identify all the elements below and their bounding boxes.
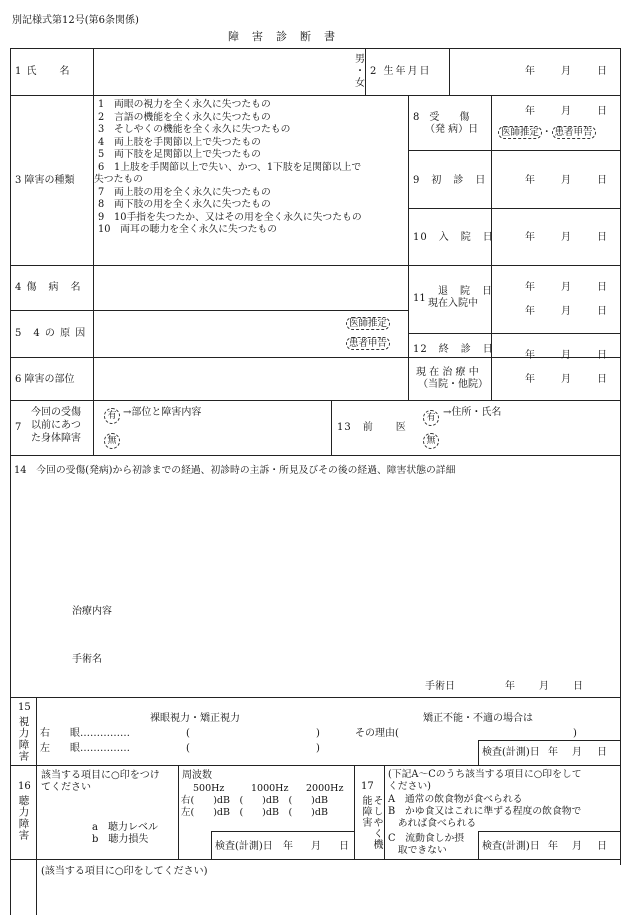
- mastication-exam-day: 日: [597, 841, 607, 852]
- currently-hospitalized-label[interactable]: 現在入院中: [428, 298, 478, 309]
- cause-label: 5 4 の 原 因: [15, 328, 87, 339]
- disability-item[interactable]: 8 両下肢の用を全く永久に失つたもの: [98, 199, 271, 210]
- sex-female[interactable]: 女: [355, 78, 365, 89]
- hz-500: 500Hz: [193, 783, 225, 794]
- treatment-label: 治療内容: [72, 606, 112, 617]
- prev-doctor-yes-option[interactable]: 有: [423, 410, 439, 426]
- vision-section-label: 視力障害: [17, 716, 30, 762]
- hearing-number: 16: [18, 781, 31, 792]
- current-month: 月: [561, 374, 571, 385]
- right-eye-row: 右 眼……………: [40, 728, 130, 739]
- correction-unfit-label: 矯正不能・不適の場合は: [423, 713, 533, 724]
- first-visit-year: 年: [525, 175, 535, 186]
- disability-item[interactable]: 6 1上肢を手関節以上で失い、かつ、1下肢を足関節以上で: [98, 161, 362, 173]
- hearing-left-row[interactable]: 左( )dB ( )dB ( )dB: [181, 807, 328, 818]
- current-treatment-sublabel[interactable]: （当院・他院）: [418, 379, 488, 390]
- hearing-exam-date-label: 検査(計測)日: [215, 841, 273, 852]
- left-eye-close: ): [316, 743, 320, 754]
- first-visit-day: 日: [597, 175, 607, 186]
- hospitalized-month: 月: [561, 306, 571, 317]
- surgery-label: 手術名: [72, 654, 102, 665]
- patient-report-option[interactable]: 患者申告: [552, 126, 596, 139]
- discharge-label: 退 院 日: [438, 286, 493, 297]
- mastication-exam-date-label: 検査(計測)日: [482, 841, 540, 852]
- hz-2000: 2000Hz: [306, 783, 344, 794]
- dob-month: 月: [561, 66, 571, 77]
- disability-item[interactable]: 9 10手指を失つたか、又はその用を全く永久に失つたもの: [98, 211, 362, 223]
- doctor-estimate-option[interactable]: 医師推定: [498, 126, 542, 139]
- left-eye-row: 左 眼……………: [40, 743, 130, 754]
- next-section-instruction: (該当する項目に○印をしてください): [41, 866, 208, 877]
- prior-disability-label: 今回の受傷 以前にあつ た身体障害: [31, 407, 81, 444]
- vision-number: 15: [18, 702, 31, 713]
- left-eye-open[interactable]: (: [186, 743, 190, 754]
- disability-site-label: 6 障害の部位: [15, 374, 75, 385]
- sex-separator: ・: [355, 66, 365, 77]
- mastication-option-a[interactable]: A 通常の飲食物が食べられる: [388, 794, 523, 805]
- current-year: 年: [525, 374, 535, 385]
- dob-day: 日: [597, 66, 607, 77]
- surgery-date-label: 手術日: [425, 681, 455, 692]
- cause-doctor-estimate[interactable]: 医師推定: [346, 318, 390, 329]
- unfit-reason-label: その理由(: [355, 728, 399, 739]
- surgery-month: 月: [539, 681, 549, 692]
- injury-date-sublabel: （発 病）日: [425, 124, 479, 135]
- hearing-loss-option[interactable]: b 聴力損失: [92, 834, 149, 845]
- injury-month: 月: [561, 106, 571, 117]
- hearing-instruction: 該当する項目に○印をつけ てください: [41, 770, 160, 793]
- unfit-reason-close: ): [573, 728, 577, 739]
- disability-type-list: [94, 99, 362, 237]
- mastication-number: 17: [361, 781, 374, 792]
- name-label: 1 氏 名: [15, 66, 71, 77]
- discharge-day: 日: [597, 282, 607, 293]
- admission-label: 10 入 院 日: [413, 232, 494, 243]
- current-treatment-label: 現 在 治 療 中: [416, 367, 479, 378]
- vision-exam-day: 日: [597, 747, 607, 758]
- mastication-exam-month: 月: [572, 841, 582, 852]
- end-month: 月: [561, 350, 571, 361]
- vision-exam-date-label: 検査(計測)日: [482, 747, 540, 758]
- hearing-right-row[interactable]: 右( )dB ( )dB ( )dB: [181, 795, 328, 806]
- end-year: 年: [525, 350, 535, 361]
- hospitalized-year: 年: [525, 306, 535, 317]
- hearing-section-label: 聴力障害: [17, 795, 30, 841]
- dob-year: 年: [525, 66, 535, 77]
- disability-item-continued: 失つたもの: [94, 174, 143, 185]
- prior-yes-option[interactable]: 有: [104, 408, 120, 424]
- right-eye-close: ): [316, 728, 320, 739]
- hearing-exam-year: 年: [283, 841, 293, 852]
- admission-month: 月: [561, 232, 571, 243]
- discharge-number: 11: [413, 293, 426, 304]
- first-visit-month: 月: [561, 175, 571, 186]
- end-date-label: 12 終 診 日: [413, 344, 494, 355]
- prev-doctor-detail-label: →住所・氏名: [443, 407, 502, 418]
- hz-1000: 1000Hz: [251, 783, 289, 794]
- hearing-level-option[interactable]: a 聴力レベル: [92, 822, 158, 833]
- disability-item[interactable]: 4 両上肢を手関節以上で失つたもの: [98, 136, 261, 148]
- page-title: 障 害 診 断 書: [228, 30, 336, 43]
- vision-header: 裸眼視力・矯正視力: [150, 713, 240, 724]
- injury-source-options: 医師推定 ・ 患者申告: [498, 127, 596, 138]
- hearing-exam-day: 日: [339, 841, 349, 852]
- disability-item[interactable]: 2 言語の機能を全く永久に失つたもの: [98, 111, 271, 123]
- admission-day: 日: [597, 232, 607, 243]
- mastication-section-label: そしやく機能障害: [360, 795, 382, 850]
- frequency-label: 周波数: [182, 770, 212, 781]
- injury-day: 日: [597, 106, 607, 117]
- mastication-intro: (下記A～Cのうち該当する項目に○印をして ください): [388, 769, 582, 792]
- prev-doctor-no-option[interactable]: 無: [423, 433, 439, 449]
- disability-item[interactable]: 3 そしやくの機能を全く永久に失つたもの: [98, 124, 291, 135]
- sex-male[interactable]: 男: [355, 54, 365, 65]
- injury-year: 年: [525, 106, 535, 117]
- prior-detail-label: →部位と障害内容: [123, 407, 202, 418]
- current-day: 日: [597, 374, 607, 385]
- disability-item[interactable]: 7 両上肢の用を全く永久に失つたもの: [98, 186, 271, 198]
- admission-year: 年: [525, 232, 535, 243]
- previous-doctor-label: 13 前 医: [337, 422, 407, 433]
- first-visit-label: 9 初 診 日: [413, 175, 487, 186]
- discharge-year: 年: [525, 282, 535, 293]
- cause-patient-report[interactable]: 患者申告: [346, 338, 390, 349]
- right-eye-open[interactable]: (: [186, 728, 190, 739]
- form-id: 別記様式第12号(第6条関係): [12, 15, 139, 26]
- vision-exam-month: 月: [572, 747, 582, 758]
- surgery-day: 日: [573, 681, 583, 692]
- disease-name-label: 4 傷 病 名: [15, 282, 82, 293]
- disability-type-label: 3 障害の種類: [15, 175, 75, 186]
- hospitalized-day: 日: [597, 306, 607, 317]
- disability-item[interactable]: 1 両眼の視力を全く永久に失つたもの: [98, 99, 271, 110]
- disability-item[interactable]: 10 両耳の聴力を全く永久に失つたもの: [98, 224, 278, 235]
- discharge-month: 月: [561, 282, 571, 293]
- mastication-option-c[interactable]: C 流動食しか摂 取できない: [388, 833, 465, 856]
- disability-item[interactable]: 5 両下肢を足関節以上で失つたもの: [98, 149, 261, 160]
- prior-disability-number: 7: [15, 422, 22, 433]
- hearing-exam-month: 月: [311, 841, 321, 852]
- dob-label: 2 生年月日: [370, 66, 432, 77]
- mastication-exam-year: 年: [548, 841, 558, 852]
- surgery-year: 年: [505, 681, 515, 692]
- mastication-option-b[interactable]: B かゆ食又はこれに準ずる程度の飲食物で あれば食べられる: [388, 806, 582, 829]
- end-day: 日: [597, 350, 607, 361]
- course-details-label: 14 今回の受傷(発病)から初診までの経過、初診時の主訴・所見及びその後の経過、障害状態の詳細: [14, 465, 456, 476]
- prior-no-option[interactable]: 無: [104, 433, 120, 449]
- injury-date-label: 8 受 傷: [413, 112, 470, 123]
- vision-exam-year: 年: [548, 747, 558, 758]
